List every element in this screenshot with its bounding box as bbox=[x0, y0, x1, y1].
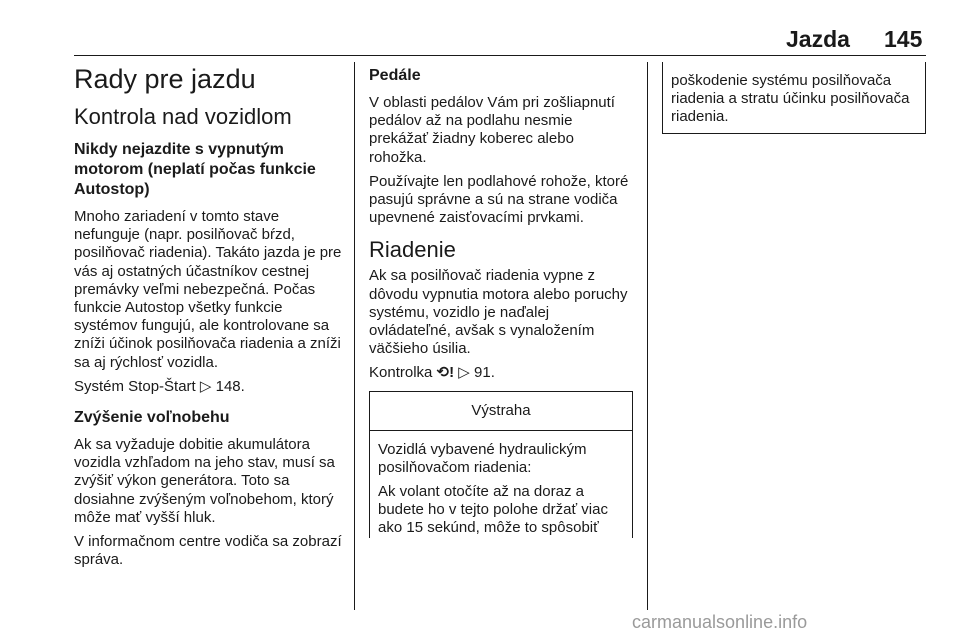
paragraph-pedals-2: Používajte len podlahové rohože, ktoré pasujú správne a sú na strane vodiča upevnené zaisťovacími prvkami. bbox=[369, 172, 629, 227]
warning-box bbox=[369, 391, 633, 538]
column-2 bbox=[369, 58, 635, 544]
paragraph-idle-increase: Ak sa vyžaduje dobitie akumulátora vozidla vzhľadom na jeho stav, musí sa zvýšiť výkon generátora. Toto sa dosiahne zvýšeným voľnobehom, ktorý môže mať vyšší hluk. bbox=[74, 436, 335, 526]
heading-engine-off: Nikdy nejazdite s vypnutým motorom (neplatí počas funkcie Autostop) bbox=[74, 141, 316, 198]
column-1 bbox=[74, 58, 348, 575]
ref-arrow-icon: ▷ bbox=[458, 364, 470, 382]
paragraph-stop-start-ref bbox=[74, 378, 348, 396]
warning-paragraph-2: Ak volant otočíte až na doraz a budete ho v tejto polohe držať viac ako 15 sekúnd, môže to spôsobiť bbox=[378, 483, 608, 537]
warning-box-continued bbox=[662, 62, 926, 134]
indicator-text: Kontrolka bbox=[369, 364, 433, 382]
warning-paragraph-1: Vozidlá vybavené hydraulickým posilňovačom riadenia: bbox=[378, 440, 587, 476]
header-title: Jazda bbox=[786, 26, 850, 52]
subsection-title: Kontrola nad vozidlom bbox=[74, 104, 292, 129]
paragraph-steering: Ak sa posilňovač riadenia vypne z dôvodu vypnutia motora alebo poruchy systému, vozidlo je naďalej ovládateľné, avšak s vynaložením väčšieho úsilia. bbox=[369, 267, 628, 358]
paragraph-indicator-ref bbox=[369, 364, 635, 382]
warning-title: Výstraha bbox=[370, 392, 632, 431]
ref-arrow-icon: ▷ bbox=[199, 377, 212, 395]
column-3 bbox=[662, 58, 926, 134]
page-number: 145 bbox=[884, 26, 923, 52]
paragraph-pedals-1: V oblasti pedálov Vám pri zošliapnutí pedálov až na podlahu nesmie prekážať žiadny koberec alebo rohožka. bbox=[369, 94, 615, 166]
watermark: carmanualsonline.info bbox=[632, 612, 808, 632]
ref-page-link[interactable]: 148. bbox=[215, 377, 245, 395]
warning-body bbox=[370, 431, 632, 538]
section-title: Rady pre jazdu bbox=[74, 64, 256, 94]
column-divider-2 bbox=[647, 62, 648, 610]
heading-steering: Riadenie bbox=[369, 237, 456, 263]
ref-page-link[interactable]: 91. bbox=[474, 364, 495, 382]
heading-pedals: Pedále bbox=[369, 67, 421, 84]
paragraph-engine-off: Mnoho zariadení v tomto stave nefunguje (napr. posilňovač bŕzd, posilňovač riadenia). Takáto jazda je pre vás aj ostatných účastníkov cestnej premávky veľmi nebezpečná. Počas funkcie Autostop všetky funkcie systémov fungujú, ale kontrolovane sa zníži účinok posilňovača riadenia a zníži sa aj rýchlosť vozidla. bbox=[74, 208, 342, 371]
ref-text: Systém Stop-Štart bbox=[74, 377, 196, 395]
heading-idle-increase: Zvýšenie voľnobehu bbox=[74, 409, 230, 427]
header-rule bbox=[74, 55, 926, 56]
steering-warning-icon: ⟲! bbox=[436, 364, 455, 382]
paragraph-info-center: V informačnom centre vodiča sa zobrazí správa. bbox=[74, 533, 342, 569]
warning-continued-text: poškodenie systému posilňovača riadenia a stratu účinku posilňovača riadenia. bbox=[671, 72, 910, 126]
column-divider-1 bbox=[354, 62, 355, 610]
